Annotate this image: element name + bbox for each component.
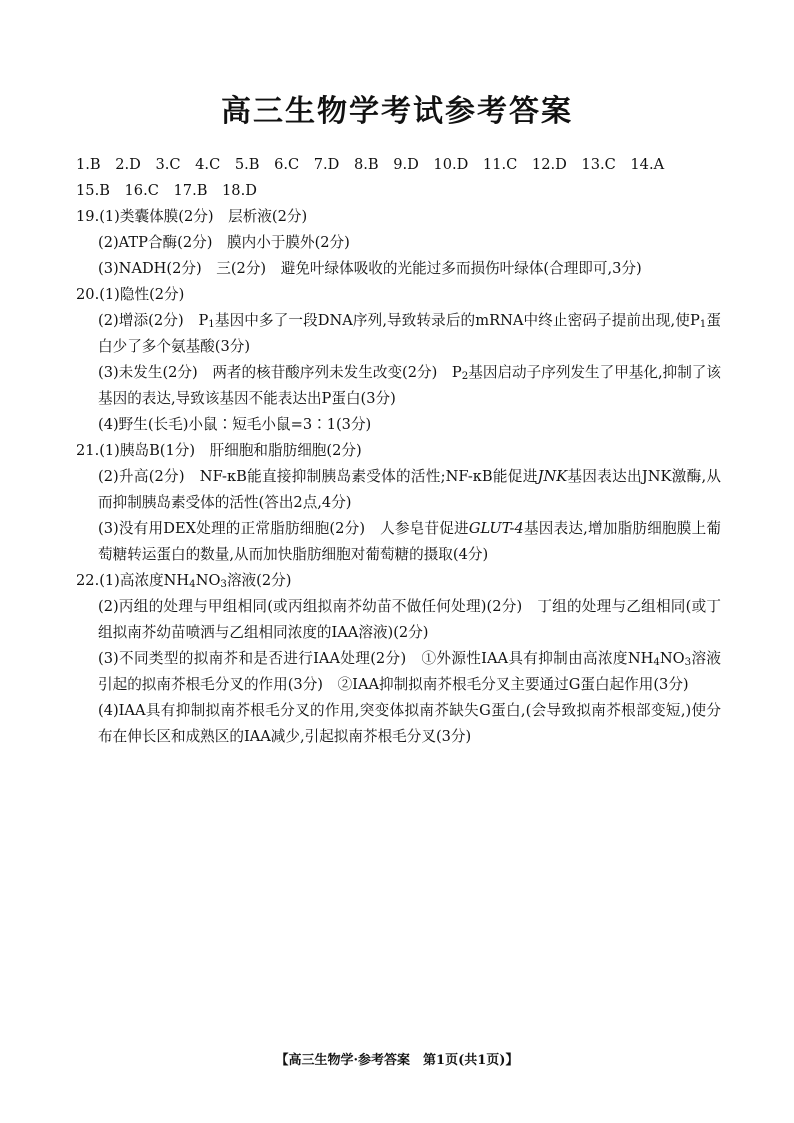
page-footer: 【高三生物学·参考答案 第1页(共1页)】 bbox=[275, 1053, 519, 1068]
q19-part3: (3)NADH(2分) 三(2分) 避免叶绿体吸收的光能过多而损伤叶绿体(合理即可,3分) bbox=[98, 260, 642, 277]
q21-part1: 21.(1)胰岛B(1分) 肝细胞和脂肪细胞(2分) bbox=[76, 442, 362, 459]
q20-part2: (2)增添(2分) $P_1$基因中多了一段DNA序列,导致转录后的mRNA中终止密码子提前出现,使$P_1$蛋白少了多个氨基酸(3分) bbox=[98, 312, 721, 355]
q19-part1: 19.(1)类囊体膜(2分) 层析液(2分) bbox=[76, 208, 308, 225]
q20-part1: 20.(1)隐性(2分) bbox=[76, 286, 185, 303]
mc-answers-line-2: 15.B 16.C 17.B 18.D bbox=[76, 182, 257, 199]
q22-part4: (4)IAA具有抑制拟南芥根毛分叉的作用,突变体拟南芥缺失G蛋白,(会导致拟南芥根部变短,)使分布在伸长区和成熟区的IAA减少,引起拟南芥根毛分叉(3分) bbox=[98, 702, 721, 745]
answer-content bbox=[76, 152, 721, 750]
q22-part1: 22.(1)高浓度$NH_4NO_3$溶液(2分) bbox=[76, 572, 292, 590]
q21-part2: (2)升高(2分) NF-κB能直接抑制胰岛素受体的活性;NF-κB能促进JNK基因表达出JNK激酶,从而抑制胰岛素受体的活性(答出2点,4分) bbox=[98, 468, 722, 511]
q22-part3: (3)不同类型的拟南芥和是否进行IAA处理(2分) ①外源性IAA具有抑制由高浓度$NH_4NO_3$溶液引起的拟南芥根毛分叉的作用(3分) ②IAA抑制拟南芥根毛分叉主要通过G蛋白起作用(3分) bbox=[98, 650, 721, 693]
q19-part2: (2)ATP合酶(2分) 膜内小于膜外(2分) bbox=[98, 234, 350, 251]
q20-part3: (3)未发生(2分) 两者的核苷酸序列未发生改变(2分) $P_2$基因启动子序列发生了甲基化,抑制了该基因的表达,导致该基因不能表达出P蛋白(3分) bbox=[98, 364, 721, 407]
gene-name-jnk: JNK bbox=[537, 468, 568, 485]
q20-part4: (4)野生(长毛)小鼠∶短毛小鼠=3∶1(3分) bbox=[98, 416, 372, 433]
q22-part2: (2)丙组的处理与甲组相同(或丙组拟南芥幼苗不做任何处理)(2分) 丁组的处理与乙组相同(或丁组拟南芥幼苗喷洒与乙组相同浓度的IAA溶液)(2分) bbox=[98, 598, 721, 641]
page-title: 高三生物学考试参考答案 bbox=[221, 94, 573, 129]
q21-part3: (3)没有用DEX处理的正常脂肪细胞(2分) 人参皂苷促进GLUT-4基因表达,增加脂肪细胞膜上葡萄糖转运蛋白的数量,从而加快脂肪细胞对葡萄糖的摄取(4分) bbox=[98, 520, 721, 563]
mc-answers-line-1: 1.B 2.D 3.C 4.C 5.B 6.C 7.D 8.B 9.D 10.D 11.C 12.D 13.C 14.A bbox=[76, 156, 665, 173]
gene-name-glut4: GLUT-4 bbox=[468, 520, 524, 537]
